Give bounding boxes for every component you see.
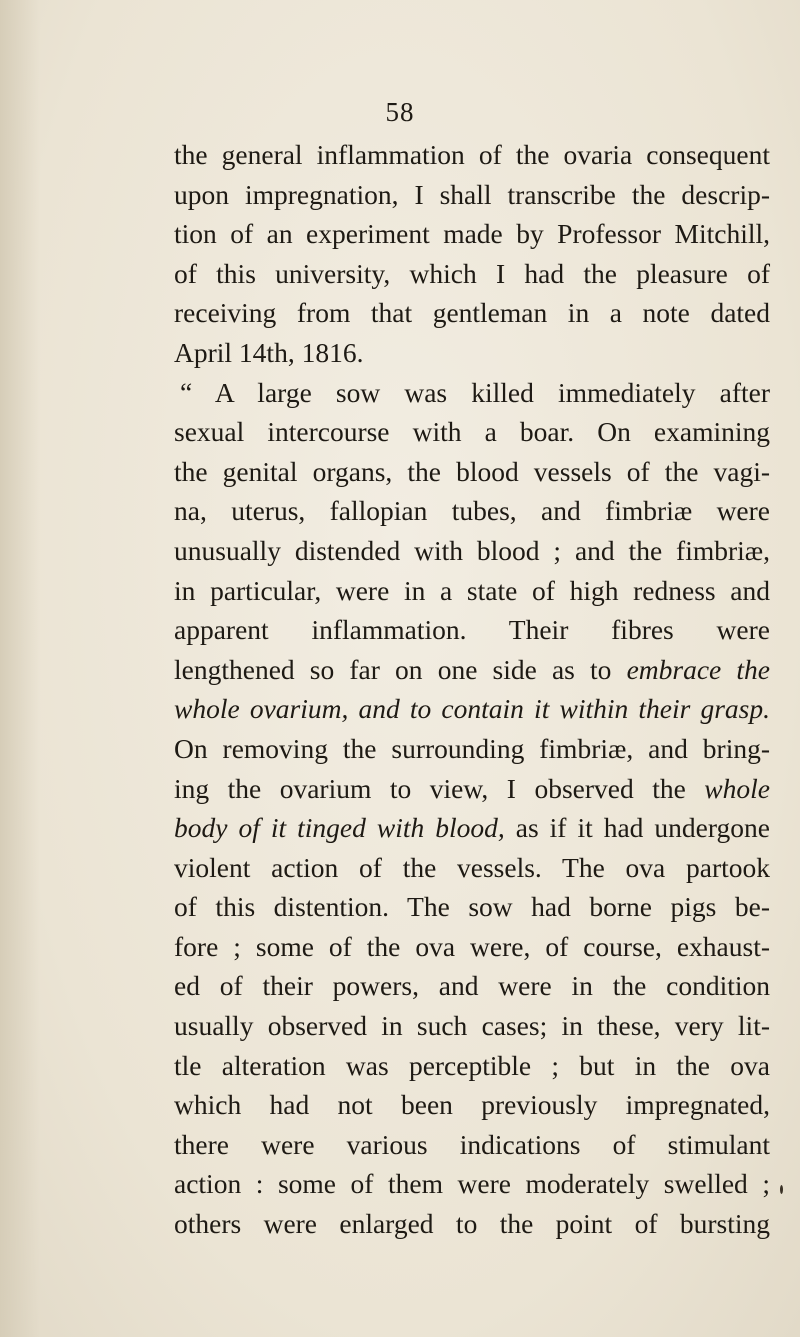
text-line: ing the ovarium to view, I observed the whole [174, 772, 770, 804]
italic-phrase: embrace the [626, 653, 770, 685]
text-line: tle alteration was perceptible ; but in the ova [174, 1049, 770, 1081]
text-line: in particular, were in a state of high redness and [174, 574, 770, 606]
text-line: upon impregnation, I shall transcribe the descrip- [174, 178, 770, 210]
text-line: of this university, which I had the pleasure of [174, 257, 770, 289]
text-line: On removing the surrounding fimbriæ, and bring- [174, 732, 770, 764]
text-line: action : some of them were moderately swelled ; [174, 1168, 770, 1200]
text-line: fore ; some of the ova were, of course, exhaust- [174, 930, 770, 962]
text-line: apparent inflammation. Their fibres were [174, 614, 770, 646]
text-line: sexual intercourse with a boar. On examining [174, 416, 770, 448]
ink-speck [780, 1185, 783, 1194]
page-number: 58 [385, 97, 415, 127]
text-line: the genital organs, the blood vessels of the vagi- [174, 455, 770, 487]
italic-line: whole ovarium, and to contain it within their grasp. [174, 693, 770, 725]
italic-phrase: whole [704, 772, 770, 804]
quote-start-line: “ A large sow was killed immediately after [180, 376, 770, 408]
text-line: body of it tinged with blood, as if it had undergone [174, 812, 770, 844]
text-line: lengthened so far on one side as to embrace the [174, 653, 770, 685]
text-line: violent action of the vessels. The ova partook [174, 851, 770, 883]
text-line: receiving from that gentleman in a note dated [174, 297, 770, 329]
text-line: na, uterus, fallopian tubes, and fimbriæ were [174, 495, 770, 527]
italic-phrase: body of it tinged with blood, [174, 812, 505, 844]
text-line: unusually distended with blood ; and the fimbriæ, [174, 534, 770, 566]
text-line: April 14th, 1816. [174, 336, 364, 368]
spine-shadow [0, 0, 40, 1337]
text-line: ed of their powers, and were in the condition [174, 970, 770, 1002]
text-line: others were enlarged to the point of bursting [174, 1208, 770, 1240]
text-line: there were various indications of stimulant [174, 1128, 770, 1160]
text-line: of this distention. The sow had borne pigs be- [174, 891, 770, 923]
text-line: the general inflammation of the ovaria consequent [174, 139, 770, 170]
text-line: usually observed in such cases; in these, very lit- [174, 1010, 770, 1042]
text-line: which had not been previously impregnated, [174, 1089, 770, 1121]
text-line: tion of an experiment made by Professor Mitchill, [174, 218, 770, 250]
body-text [174, 135, 770, 1244]
